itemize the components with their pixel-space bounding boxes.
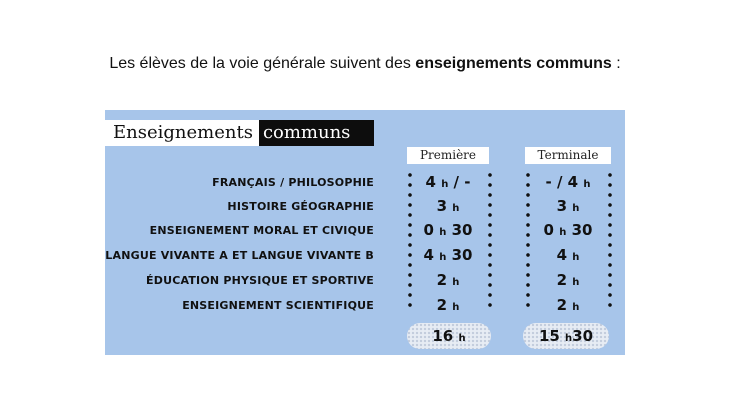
row-label: LANGUE VIVANTE A ET LANGUE VIVANTE B xyxy=(105,249,374,262)
schedule-panel xyxy=(105,110,625,355)
premiere-value: 0 h 30 xyxy=(423,221,473,239)
title-part-2: communs xyxy=(259,120,374,146)
column-header-premiere: Première xyxy=(407,147,489,164)
premiere-value: 4 h / - xyxy=(425,173,471,191)
premiere-value: 4 h 30 xyxy=(423,246,473,264)
premiere-value: 2 h xyxy=(436,271,460,289)
row-label: ENSEIGNEMENT SCIENTIFIQUE xyxy=(182,299,374,312)
intro-bold: enseignements communs xyxy=(415,55,612,72)
premiere-value: 3 h xyxy=(436,197,460,215)
terminale-value: 4 h xyxy=(556,246,580,264)
terminale-value: 2 h xyxy=(556,296,580,314)
dotted-separator xyxy=(407,170,413,310)
intro-sentence xyxy=(0,55,730,73)
row-label: ÉDUCATION PHYSIQUE ET SPORTIVE xyxy=(146,274,374,287)
title-part-1: Enseignements xyxy=(105,120,259,146)
dotted-separator xyxy=(487,170,493,310)
row-label: ENSEIGNEMENT MORAL ET CIVIQUE xyxy=(149,224,374,237)
terminale-value: 0 h 30 xyxy=(543,221,593,239)
total-premiere: 16 h xyxy=(407,323,491,349)
terminale-value: 2 h xyxy=(556,271,580,289)
table-title xyxy=(105,120,374,146)
terminale-value: 3 h xyxy=(556,197,580,215)
row-label: FRANÇAIS / PHILOSOPHIE xyxy=(212,176,374,189)
terminale-value: - / 4 h xyxy=(545,173,591,191)
total-terminale: 15 h30 xyxy=(523,323,609,349)
intro-suffix: : xyxy=(611,55,621,72)
dotted-separator xyxy=(525,170,531,310)
row-label: HISTOIRE GÉOGRAPHIE xyxy=(227,200,374,213)
column-header-terminale: Terminale xyxy=(525,147,611,164)
premiere-value: 2 h xyxy=(436,296,460,314)
intro-prefix: Les élèves de la voie générale suivent des xyxy=(109,55,416,72)
dotted-separator xyxy=(607,170,613,310)
